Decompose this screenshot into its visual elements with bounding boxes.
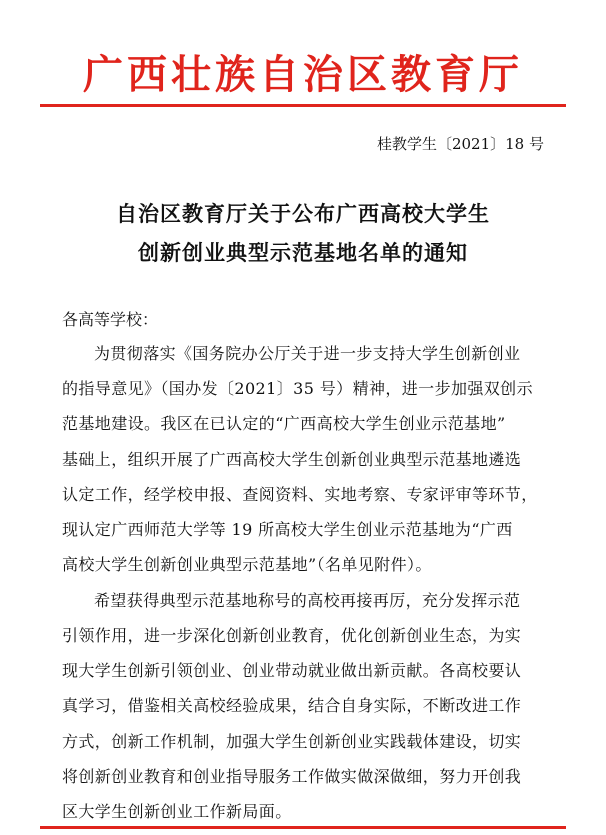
paragraph-2-line: 希望获得典型示范基地称号的高校再接再厉，充分发挥示范 bbox=[94, 590, 521, 610]
salutation: 各高等学校： bbox=[62, 310, 159, 329]
paragraph-1-line: 基础上，组织开展了广西高校大学生创新创业典型示范基地遴选 bbox=[62, 449, 522, 469]
header-red-rule bbox=[40, 104, 566, 107]
paragraph-1-line: 高校大学生创新创业典型示范基地”（名单见附件）。 bbox=[62, 555, 432, 575]
paragraph-2-line: 区大学生创新创业工作新局面。 bbox=[62, 802, 292, 821]
footer-red-rule bbox=[40, 826, 566, 829]
notice-title-line-2: 创新创业典型示范基地名单的通知 bbox=[138, 240, 468, 265]
paragraph-1-line: 为贯彻落实《国务院办公厅关于进一步支持大学生创新创业 bbox=[94, 344, 521, 363]
agency-header-title: 广西壮族自治区教育厅 bbox=[83, 51, 523, 98]
notice-title-line-1: 自治区教育厅关于公布广西高校大学生 bbox=[116, 201, 490, 226]
paragraph-2-line: 将创新创业教育和创业指导服务工作做实做深做细，努力开创我 bbox=[62, 766, 522, 786]
paragraph-2-line: 真学习，借鉴相关高校经验成果，结合自身实际，不断改进工作 bbox=[62, 696, 522, 716]
paragraph-1-line: 的指导意见》（国办发〔2021〕35 号）精神，进一步加强双创示 bbox=[62, 379, 533, 399]
paragraph-2-line: 引领作用，进一步深化创新创业教育，优化创新创业生态，为实 bbox=[62, 625, 522, 645]
paragraph-2-line: 方式，创新工作机制，加强大学生创新创业实践载体建设，切实 bbox=[62, 731, 522, 751]
paragraph-2-line: 现大学生创新引领创业、创业带动就业做出新贡献。各高校要认 bbox=[62, 661, 522, 681]
paragraph-1-line: 认定工作，经学校申报、查阅资料、实地考察、专家评审等环节， bbox=[62, 484, 538, 504]
document-number: 桂教学生〔2021〕18 号 bbox=[376, 135, 544, 153]
paragraph-1-line: 范基地建设。我区在已认定的“广西高校大学生创业示范基地” bbox=[62, 414, 506, 434]
paragraph-1-line: 现认定广西师范大学等 19 所高校大学生创业示范基地为“广西 bbox=[62, 520, 513, 540]
